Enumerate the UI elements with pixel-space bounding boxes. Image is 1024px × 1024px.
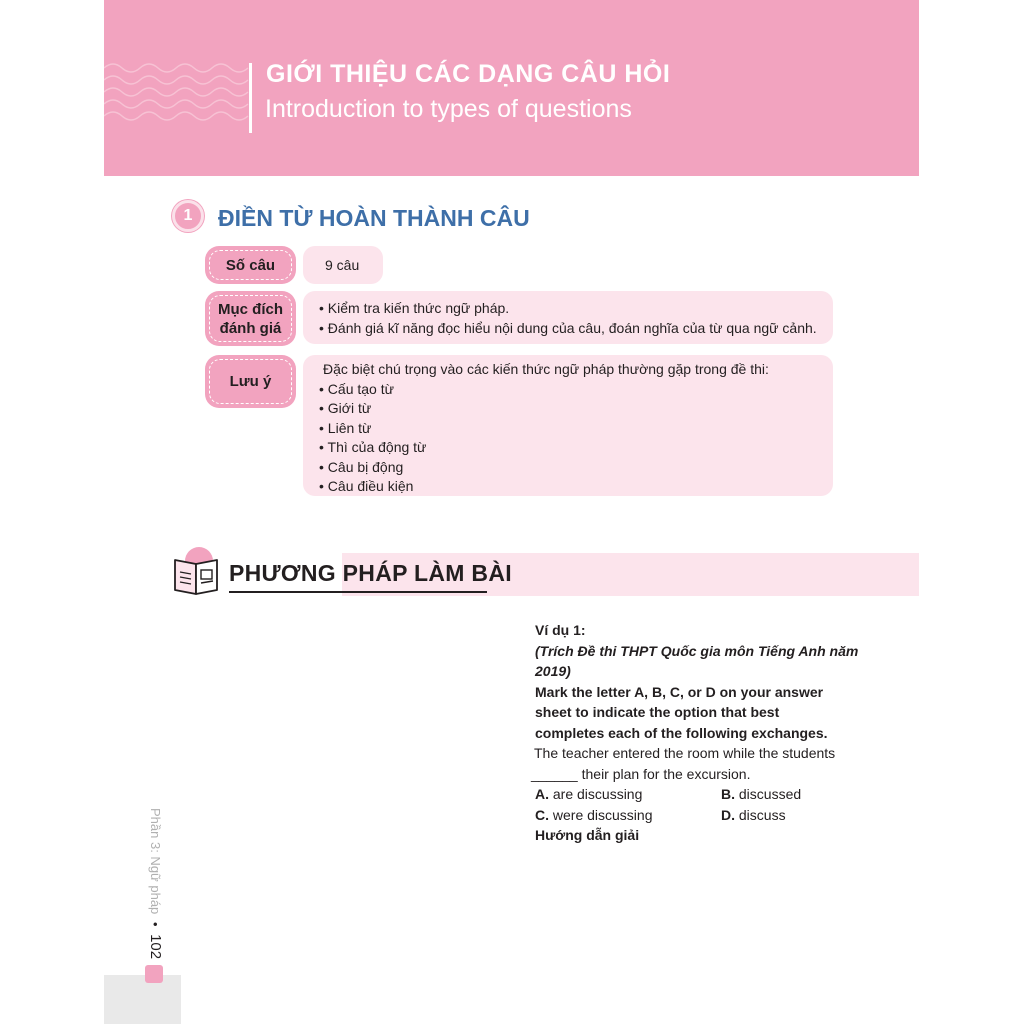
- open-book-icon: [172, 546, 222, 596]
- method-title: PHƯƠNG PHÁP LÀM BÀI: [229, 560, 512, 586]
- header-title-vietnamese: GIỚI THIỆU CÁC DẠNG CÂU HỎI: [266, 60, 671, 88]
- section-number-badge: 1: [172, 200, 204, 232]
- wave-decoration-icon: [104, 60, 254, 130]
- header-band: [104, 0, 919, 176]
- purpose-item: • Đánh giá kĩ năng đọc hiểu nội dung của câu, đoán nghĩa của từ qua ngữ cảnh.: [319, 319, 817, 336]
- purpose-label: [209, 295, 292, 342]
- purpose-label-line1: Mục đích: [217, 300, 283, 318]
- method-underline: [229, 591, 487, 593]
- section-title: ĐIỀN TỪ HOÀN THÀNH CÂU: [218, 205, 530, 231]
- options-row: [535, 784, 858, 805]
- count-label-pill: [205, 246, 296, 284]
- side-running-footer: [147, 808, 164, 971]
- purpose-label-pill: [205, 291, 296, 346]
- example-question: ______ their plan for the excursion.: [531, 765, 751, 782]
- page-number: 102: [147, 934, 164, 960]
- count-value-box: [303, 246, 383, 284]
- note-item: • Câu điều kiện: [319, 478, 414, 494]
- note-item: • Thì của động từ: [319, 439, 427, 455]
- options-row: [535, 805, 858, 826]
- example-heading: Ví dụ 1:: [535, 622, 586, 638]
- note-item: • Câu bị động: [319, 458, 404, 475]
- example-question: The teacher entered the room while the students: [534, 745, 836, 761]
- purpose-item: • Kiểm tra kiến thức ngữ pháp.: [319, 300, 510, 316]
- header-title-english: Introduction to types of questions: [265, 95, 632, 123]
- count-label: Số câu: [209, 250, 292, 280]
- option-a: A. are discussing: [535, 786, 643, 802]
- purpose-label-line2: đánh giá: [219, 319, 282, 337]
- note-label: Lưu ý: [209, 359, 292, 404]
- example-instruction: Mark the letter A, B, C, or D on your answer: [535, 683, 824, 700]
- example-instruction: completes each of the following exchanges.: [535, 724, 828, 741]
- page-marker-square: [145, 965, 163, 983]
- option-d: D. discuss: [721, 806, 786, 823]
- example-source: 2019): [535, 663, 571, 679]
- page-corner-tab: [104, 975, 181, 1024]
- count-value: 9 câu: [325, 257, 360, 273]
- solution-guide-heading: Hướng dẫn giải: [535, 827, 640, 843]
- purpose-box: [303, 291, 833, 344]
- option-c: C. were discussing: [535, 806, 653, 823]
- note-item: • Liên từ: [319, 419, 372, 436]
- example-source: (Trích Đề thi THPT Quốc gia môn Tiếng Anh năm: [535, 642, 859, 659]
- example-instruction: sheet to indicate the option that best: [535, 704, 780, 720]
- option-b: B. discussed: [721, 786, 802, 802]
- note-box: [303, 355, 833, 496]
- note-item: • Giới từ: [319, 400, 372, 416]
- note-intro: Đặc biệt chú trọng vào các kiến thức ngữ pháp thường gặp trong đề thi:: [323, 361, 769, 377]
- example-block: [531, 620, 859, 846]
- part-label: Phần 3: Ngữ pháp: [148, 808, 163, 915]
- header-divider: [249, 63, 252, 133]
- separator-dot: •: [148, 921, 163, 927]
- note-label-pill: [205, 355, 296, 408]
- note-item: • Cấu tạo từ: [319, 380, 394, 397]
